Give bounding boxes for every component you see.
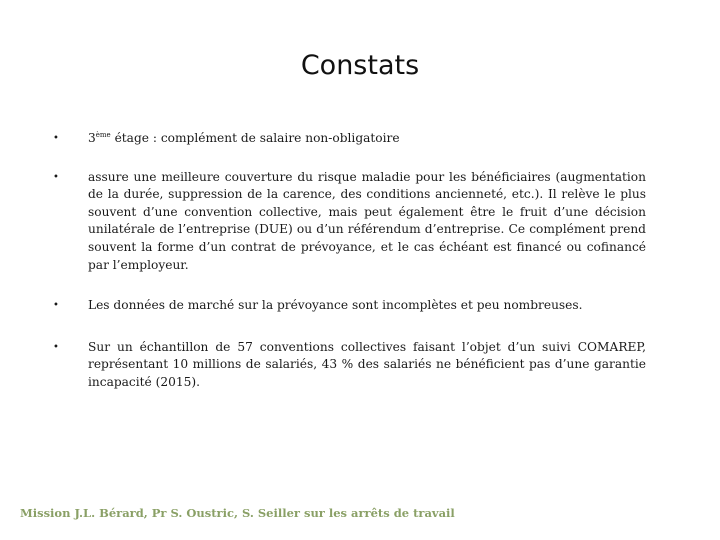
bullet-text: assure une meilleure couverture du risque maladie pour les bénéficiaires (augmentation de la durée, suppression de la carence, des conditions ancienneté, etc.). Il relève le plus souvent d’une convention collective, mais peut également être le fruit d’une décision unilatérale de l’entreprise (DUE) ou d’un référendum d’entreprise. Ce complément prend souvent la forme d’un contrat de prévoyance, et le cas échéant est financé ou cofinancé par l’employeur. xyxy=(88,169,646,272)
slide-footer: Mission J.L. Bérard, Pr S. Oustric, S. Seiller sur les arrêts de travail xyxy=(20,506,455,520)
bullet-item xyxy=(52,297,646,315)
bullet-text xyxy=(88,131,400,145)
bullet-superscript: ème xyxy=(95,131,111,139)
bullet-list xyxy=(52,130,646,392)
bullet-item xyxy=(52,169,646,275)
bullet-text: Sur un échantillon de 57 conventions collectives faisant l’objet d’un suivi COMAREP, représentant 10 millions de salariés, 43 % des salariés ne bénéficient pas d’une garantie incapacité (2015). xyxy=(88,339,646,389)
bullet-icon: • xyxy=(53,300,59,312)
bullet-icon: • xyxy=(53,341,59,353)
bullet-rest: étage : complément de salaire non-obligatoire xyxy=(110,131,400,145)
bullet-icon: • xyxy=(53,171,59,183)
bullet-prefix: 3 xyxy=(88,131,96,145)
bullet-icon: • xyxy=(53,133,59,144)
bullet-item xyxy=(52,339,646,392)
slide-title: Constats xyxy=(300,50,420,81)
bullet-item xyxy=(52,130,646,148)
bullet-text: Les données de marché sur la prévoyance sont incomplètes et peu nombreuses. xyxy=(88,298,583,313)
